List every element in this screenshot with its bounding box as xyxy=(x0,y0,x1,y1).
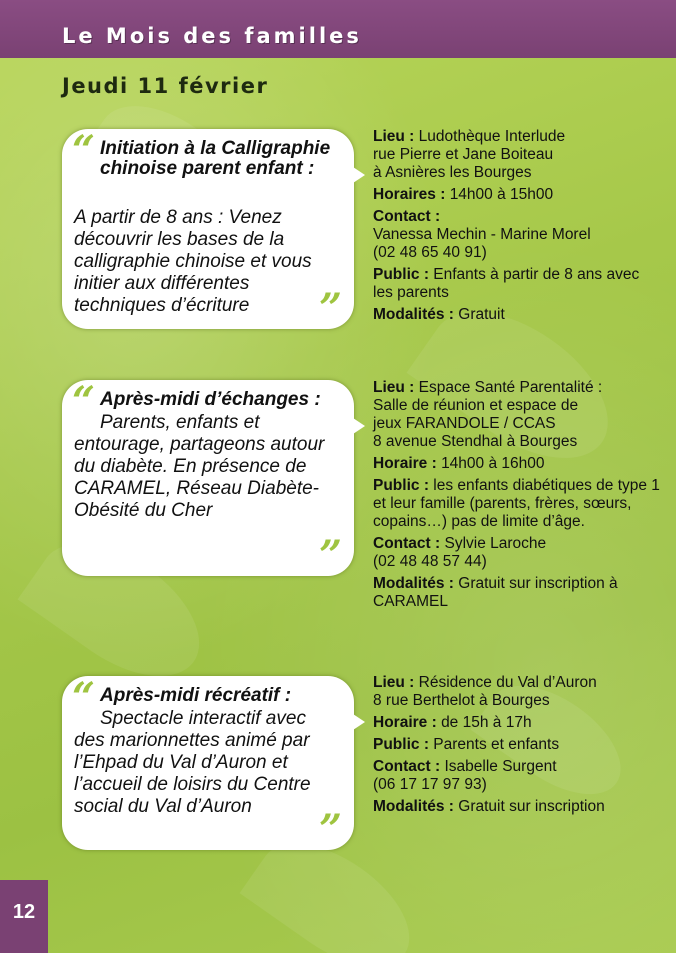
contact-row xyxy=(373,208,663,262)
contact-line: Vanessa Mechin - Marine Morel xyxy=(373,226,591,243)
lieu-row xyxy=(373,128,663,182)
lieu-line: Résidence du Val d’Auron xyxy=(418,674,597,691)
lieu-row xyxy=(373,674,663,710)
contact-line: (06 17 17 97 93) xyxy=(373,776,487,793)
horaire-value: 14h00 à 15h00 xyxy=(449,186,554,203)
event-title: Après-midi d’échanges : xyxy=(100,389,321,410)
modalites-row xyxy=(373,798,663,816)
lieu-line: à Asnières les Bourges xyxy=(373,164,532,181)
public-value: les enfants diabétiques de type 1 et leur famille (parents, frères, sœurs, copains…) pas de limite d’âge. xyxy=(373,477,660,530)
modalites-label: Modalités : xyxy=(373,306,454,323)
contact-label: Contact : xyxy=(373,535,441,552)
horaire-row xyxy=(373,455,663,473)
event-title: Après-midi récréatif : xyxy=(100,685,292,706)
contact-label: Contact : xyxy=(373,208,441,225)
modalites-value: Gratuit xyxy=(458,306,505,323)
event-info xyxy=(373,128,663,328)
contact-row xyxy=(373,535,663,571)
lieu-line: Espace Santé Parentalité : xyxy=(418,379,603,396)
horaire-label: Horaire : xyxy=(373,455,437,472)
public-label: Public : xyxy=(373,477,429,494)
header-bar xyxy=(0,0,676,58)
page-title: Le Mois des familles xyxy=(62,24,362,48)
public-row xyxy=(373,266,663,302)
event-bubble xyxy=(62,674,354,853)
horaire-label: Horaires : xyxy=(373,186,446,203)
horaire-value: 14h00 à 16h00 xyxy=(441,455,545,472)
event-description: Spectacle interactif avec des marionnettes animé par l’Ehpad du Val d’Auron et l’accueil de loisirs du Centre social du Val d’Auron xyxy=(74,708,311,817)
public-label: Public : xyxy=(373,266,429,283)
modalites-label: Modalités : xyxy=(373,575,454,592)
horaire-row xyxy=(373,714,663,732)
modalites-value: Gratuit sur inscription à CARAMEL xyxy=(373,575,618,610)
open-quote-icon: “ xyxy=(72,127,96,174)
close-quote-icon: ” xyxy=(318,285,342,332)
close-quote-icon: ” xyxy=(318,806,342,853)
public-row xyxy=(373,736,663,754)
modalites-label: Modalités : xyxy=(373,798,454,815)
lieu-row xyxy=(373,379,663,451)
page-number: 12 xyxy=(0,880,48,953)
contact-row xyxy=(373,758,663,794)
open-quote-icon: “ xyxy=(72,674,96,721)
contact-line: Isabelle Surgent xyxy=(444,758,557,775)
event-info xyxy=(373,379,663,615)
lieu-line: Salle de réunion et espace de xyxy=(373,397,579,414)
contact-line: Sylvie Laroche xyxy=(444,535,547,552)
close-quote-icon: ” xyxy=(318,532,342,579)
event-bubble xyxy=(62,378,354,579)
event-description: A partir de 8 ans : Venez découvrir les bases de la calligraphie chinoise et vous initier aux différentes techniques d’écriture xyxy=(74,207,312,316)
event-title: Initiation à la Calligraphie chinoise parent enfant : xyxy=(100,138,331,179)
lieu-line: rue Pierre et Jane Boiteau xyxy=(373,146,554,163)
public-value: Enfants à partir de 8 ans avec les parents xyxy=(373,266,640,301)
modalites-row xyxy=(373,575,663,611)
lieu-label: Lieu : xyxy=(373,128,415,145)
event-date: Jeudi 11 février xyxy=(62,74,269,98)
public-value: Parents et enfants xyxy=(433,736,560,753)
modalites-row xyxy=(373,306,663,324)
event-info xyxy=(373,674,663,820)
modalites-value: Gratuit sur inscription xyxy=(458,798,605,815)
contact-line: (02 48 48 57 44) xyxy=(373,553,487,570)
horaire-value: de 15h à 17h xyxy=(441,714,532,731)
horaire-label: Horaire : xyxy=(373,714,437,731)
lieu-line: 8 avenue Stendhal à Bourges xyxy=(373,433,578,450)
lieu-line: 8 rue Berthelot à Bourges xyxy=(373,692,550,709)
open-quote-icon: “ xyxy=(72,378,96,425)
public-label: Public : xyxy=(373,736,429,753)
lieu-label: Lieu : xyxy=(373,379,415,396)
horaire-row xyxy=(373,186,663,204)
public-row xyxy=(373,477,663,531)
event-description: Parents, enfants et entourage, partageons autour du diabète. En présence de CARAMEL, Réseau Diabète-Obésité du Cher xyxy=(74,412,325,521)
lieu-line: Ludothèque Interlude xyxy=(418,128,566,145)
contact-line: (02 48 65 40 91) xyxy=(373,244,487,261)
lieu-line: jeux FARANDOLE / CCAS xyxy=(373,415,556,432)
contact-label: Contact : xyxy=(373,758,441,775)
lieu-label: Lieu : xyxy=(373,674,415,691)
event-bubble xyxy=(62,127,354,332)
